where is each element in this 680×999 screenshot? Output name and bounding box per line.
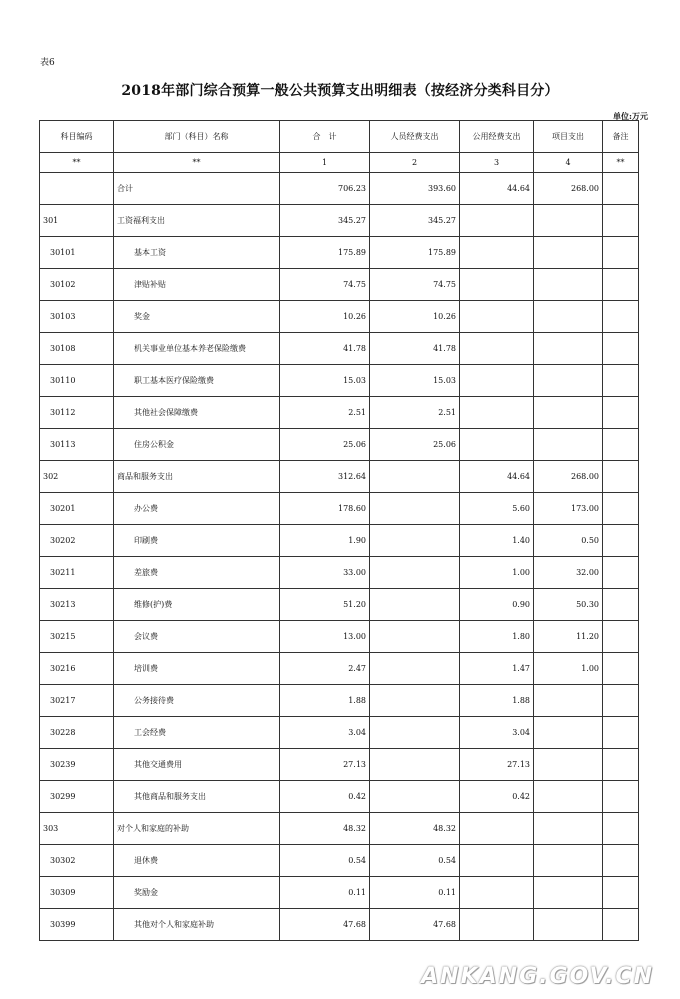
code-cell: 30302 — [40, 845, 114, 877]
total-cell: 1.90 — [280, 525, 370, 557]
public-cell — [460, 429, 534, 461]
name-cell: 机关事业单位基本养老保险缴费 — [114, 333, 280, 365]
total-cell: 25.06 — [280, 429, 370, 461]
table-row — [40, 397, 639, 429]
name-cell: 公务接待费 — [114, 685, 280, 717]
public-cell: 0.90 — [460, 589, 534, 621]
project-cell — [534, 397, 603, 429]
personnel-cell: 48.32 — [370, 813, 460, 845]
table-row — [40, 269, 639, 301]
index-cell: 1 — [280, 153, 370, 173]
project-cell: 0.50 — [534, 525, 603, 557]
table-row — [40, 461, 639, 493]
header-remarks: 备注 — [603, 121, 639, 153]
table-row — [40, 173, 639, 205]
index-cell: 4 — [534, 153, 603, 173]
project-cell — [534, 237, 603, 269]
name-cell: 其他交通费用 — [114, 749, 280, 781]
note-cell — [603, 173, 639, 205]
header-project-expense: 项目支出 — [534, 121, 603, 153]
code-cell: 302 — [40, 461, 114, 493]
note-cell — [603, 781, 639, 813]
note-cell — [603, 621, 639, 653]
project-cell — [534, 845, 603, 877]
table-body — [40, 173, 639, 941]
public-cell: 1.80 — [460, 621, 534, 653]
code-cell: 303 — [40, 813, 114, 845]
total-cell: 175.89 — [280, 237, 370, 269]
note-cell — [603, 365, 639, 397]
total-cell: 10.26 — [280, 301, 370, 333]
table-row — [40, 301, 639, 333]
project-cell — [534, 877, 603, 909]
table-row — [40, 493, 639, 525]
personnel-cell — [370, 781, 460, 813]
public-cell: 5.60 — [460, 493, 534, 525]
note-cell — [603, 333, 639, 365]
note-cell — [603, 397, 639, 429]
code-cell: 30228 — [40, 717, 114, 749]
name-cell: 基本工资 — [114, 237, 280, 269]
name-cell: 其他社会保障缴费 — [114, 397, 280, 429]
note-cell — [603, 461, 639, 493]
personnel-cell: 41.78 — [370, 333, 460, 365]
note-cell — [603, 429, 639, 461]
code-cell: 30399 — [40, 909, 114, 941]
name-cell: 商品和服务支出 — [114, 461, 280, 493]
table-row — [40, 717, 639, 749]
personnel-cell: 393.60 — [370, 173, 460, 205]
public-cell: 1.00 — [460, 557, 534, 589]
code-cell: 30217 — [40, 685, 114, 717]
index-cell: ** — [114, 153, 280, 173]
index-cell: ** — [40, 153, 114, 173]
header-personnel-expense: 人员经费支出 — [370, 121, 460, 153]
total-cell: 15.03 — [280, 365, 370, 397]
project-cell: 268.00 — [534, 173, 603, 205]
personnel-cell — [370, 589, 460, 621]
name-cell: 办公费 — [114, 493, 280, 525]
code-cell: 30102 — [40, 269, 114, 301]
note-cell — [603, 557, 639, 589]
personnel-cell — [370, 493, 460, 525]
table-row — [40, 205, 639, 237]
name-cell: 奖金 — [114, 301, 280, 333]
personnel-cell — [370, 653, 460, 685]
personnel-cell: 15.03 — [370, 365, 460, 397]
total-cell: 41.78 — [280, 333, 370, 365]
personnel-cell: 74.75 — [370, 269, 460, 301]
code-cell: 30201 — [40, 493, 114, 525]
total-cell: 33.00 — [280, 557, 370, 589]
code-cell: 30108 — [40, 333, 114, 365]
public-cell — [460, 397, 534, 429]
project-cell: 11.20 — [534, 621, 603, 653]
note-cell — [603, 525, 639, 557]
project-cell: 173.00 — [534, 493, 603, 525]
total-cell: 27.13 — [280, 749, 370, 781]
project-cell — [534, 333, 603, 365]
public-cell — [460, 301, 534, 333]
project-cell — [534, 813, 603, 845]
note-cell — [603, 237, 639, 269]
personnel-cell: 25.06 — [370, 429, 460, 461]
public-cell — [460, 237, 534, 269]
public-cell — [460, 813, 534, 845]
code-cell — [40, 173, 114, 205]
project-cell — [534, 909, 603, 941]
public-cell — [460, 333, 534, 365]
personnel-cell: 345.27 — [370, 205, 460, 237]
name-cell: 住房公积金 — [114, 429, 280, 461]
table-row — [40, 365, 639, 397]
total-cell: 178.60 — [280, 493, 370, 525]
column-index-row — [40, 153, 639, 173]
table-row — [40, 557, 639, 589]
total-cell: 47.68 — [280, 909, 370, 941]
public-cell: 1.47 — [460, 653, 534, 685]
name-cell: 印刷费 — [114, 525, 280, 557]
personnel-cell — [370, 717, 460, 749]
public-cell — [460, 365, 534, 397]
name-cell: 会议费 — [114, 621, 280, 653]
total-cell: 1.88 — [280, 685, 370, 717]
personnel-cell — [370, 525, 460, 557]
table-row — [40, 685, 639, 717]
personnel-cell — [370, 685, 460, 717]
project-cell — [534, 269, 603, 301]
project-cell: 268.00 — [534, 461, 603, 493]
project-cell — [534, 205, 603, 237]
note-cell — [603, 589, 639, 621]
public-cell — [460, 909, 534, 941]
table-row — [40, 749, 639, 781]
table-row — [40, 429, 639, 461]
header-row — [40, 121, 639, 153]
code-cell: 30239 — [40, 749, 114, 781]
code-cell: 30211 — [40, 557, 114, 589]
code-cell: 30202 — [40, 525, 114, 557]
public-cell: 3.04 — [460, 717, 534, 749]
project-cell: 32.00 — [534, 557, 603, 589]
total-cell: 2.47 — [280, 653, 370, 685]
public-cell — [460, 845, 534, 877]
code-cell: 30101 — [40, 237, 114, 269]
table-row — [40, 653, 639, 685]
header-subject-name: 部门（科目）名称 — [114, 121, 280, 153]
personnel-cell — [370, 557, 460, 589]
table-row — [40, 813, 639, 845]
name-cell: 合计 — [114, 173, 280, 205]
personnel-cell — [370, 461, 460, 493]
name-cell: 维修(护)费 — [114, 589, 280, 621]
code-cell: 30299 — [40, 781, 114, 813]
total-cell: 13.00 — [280, 621, 370, 653]
table-row — [40, 877, 639, 909]
total-cell: 3.04 — [280, 717, 370, 749]
index-cell: 3 — [460, 153, 534, 173]
code-cell: 30213 — [40, 589, 114, 621]
unit-label: 单位:万元 — [613, 111, 648, 121]
project-cell — [534, 429, 603, 461]
table-header — [40, 121, 639, 173]
name-cell: 工资福利支出 — [114, 205, 280, 237]
table-number-label: 表6 — [40, 58, 55, 68]
project-cell: 50.30 — [534, 589, 603, 621]
table-row — [40, 845, 639, 877]
table-row — [40, 237, 639, 269]
project-cell — [534, 717, 603, 749]
public-cell: 1.88 — [460, 685, 534, 717]
name-cell: 退休费 — [114, 845, 280, 877]
total-cell: 0.11 — [280, 877, 370, 909]
code-cell: 30113 — [40, 429, 114, 461]
total-cell: 0.42 — [280, 781, 370, 813]
note-cell — [603, 493, 639, 525]
personnel-cell: 0.11 — [370, 877, 460, 909]
total-cell: 345.27 — [280, 205, 370, 237]
note-cell — [603, 301, 639, 333]
table-row — [40, 781, 639, 813]
project-cell — [534, 781, 603, 813]
note-cell — [603, 205, 639, 237]
note-cell — [603, 269, 639, 301]
personnel-cell: 175.89 — [370, 237, 460, 269]
personnel-cell — [370, 749, 460, 781]
project-cell — [534, 365, 603, 397]
header-public-expense: 公用经费支出 — [460, 121, 534, 153]
name-cell: 职工基本医疗保险缴费 — [114, 365, 280, 397]
site-watermark: ANKANG.GOV.CN — [421, 964, 654, 989]
total-cell: 51.20 — [280, 589, 370, 621]
note-cell — [603, 717, 639, 749]
note-cell — [603, 749, 639, 781]
code-cell: 30103 — [40, 301, 114, 333]
public-cell: 44.64 — [460, 173, 534, 205]
total-cell: 2.51 — [280, 397, 370, 429]
index-cell: 2 — [370, 153, 460, 173]
budget-table — [39, 120, 639, 941]
index-cell: ** — [603, 153, 639, 173]
project-cell: 1.00 — [534, 653, 603, 685]
name-cell: 其他商品和服务支出 — [114, 781, 280, 813]
table-row — [40, 333, 639, 365]
note-cell — [603, 877, 639, 909]
note-cell — [603, 909, 639, 941]
project-cell — [534, 301, 603, 333]
project-cell — [534, 685, 603, 717]
table-row — [40, 909, 639, 941]
name-cell: 培训费 — [114, 653, 280, 685]
document-title: 2018年部门综合预算一般公共预算支出明细表（按经济分类科目分） — [121, 83, 559, 99]
note-cell — [603, 685, 639, 717]
note-cell — [603, 653, 639, 685]
personnel-cell — [370, 621, 460, 653]
total-cell: 0.54 — [280, 845, 370, 877]
public-cell — [460, 877, 534, 909]
code-cell: 30216 — [40, 653, 114, 685]
total-cell: 48.32 — [280, 813, 370, 845]
note-cell — [603, 845, 639, 877]
public-cell — [460, 269, 534, 301]
personnel-cell: 10.26 — [370, 301, 460, 333]
name-cell: 对个人和家庭的补助 — [114, 813, 280, 845]
table-row — [40, 621, 639, 653]
name-cell: 工会经费 — [114, 717, 280, 749]
public-cell — [460, 205, 534, 237]
personnel-cell: 0.54 — [370, 845, 460, 877]
header-total: 合 计 — [280, 121, 370, 153]
note-cell — [603, 813, 639, 845]
code-cell: 30112 — [40, 397, 114, 429]
total-cell: 74.75 — [280, 269, 370, 301]
public-cell: 1.40 — [460, 525, 534, 557]
name-cell: 差旅费 — [114, 557, 280, 589]
public-cell: 27.13 — [460, 749, 534, 781]
code-cell: 301 — [40, 205, 114, 237]
name-cell: 津贴补贴 — [114, 269, 280, 301]
personnel-cell: 2.51 — [370, 397, 460, 429]
code-cell: 30215 — [40, 621, 114, 653]
total-cell: 312.64 — [280, 461, 370, 493]
header-subject-code: 科目编码 — [40, 121, 114, 153]
code-cell: 30309 — [40, 877, 114, 909]
total-cell: 706.23 — [280, 173, 370, 205]
public-cell: 44.64 — [460, 461, 534, 493]
name-cell: 其他对个人和家庭补助 — [114, 909, 280, 941]
project-cell — [534, 749, 603, 781]
personnel-cell: 47.68 — [370, 909, 460, 941]
name-cell: 奖励金 — [114, 877, 280, 909]
code-cell: 30110 — [40, 365, 114, 397]
public-cell: 0.42 — [460, 781, 534, 813]
table-row — [40, 589, 639, 621]
table-row — [40, 525, 639, 557]
